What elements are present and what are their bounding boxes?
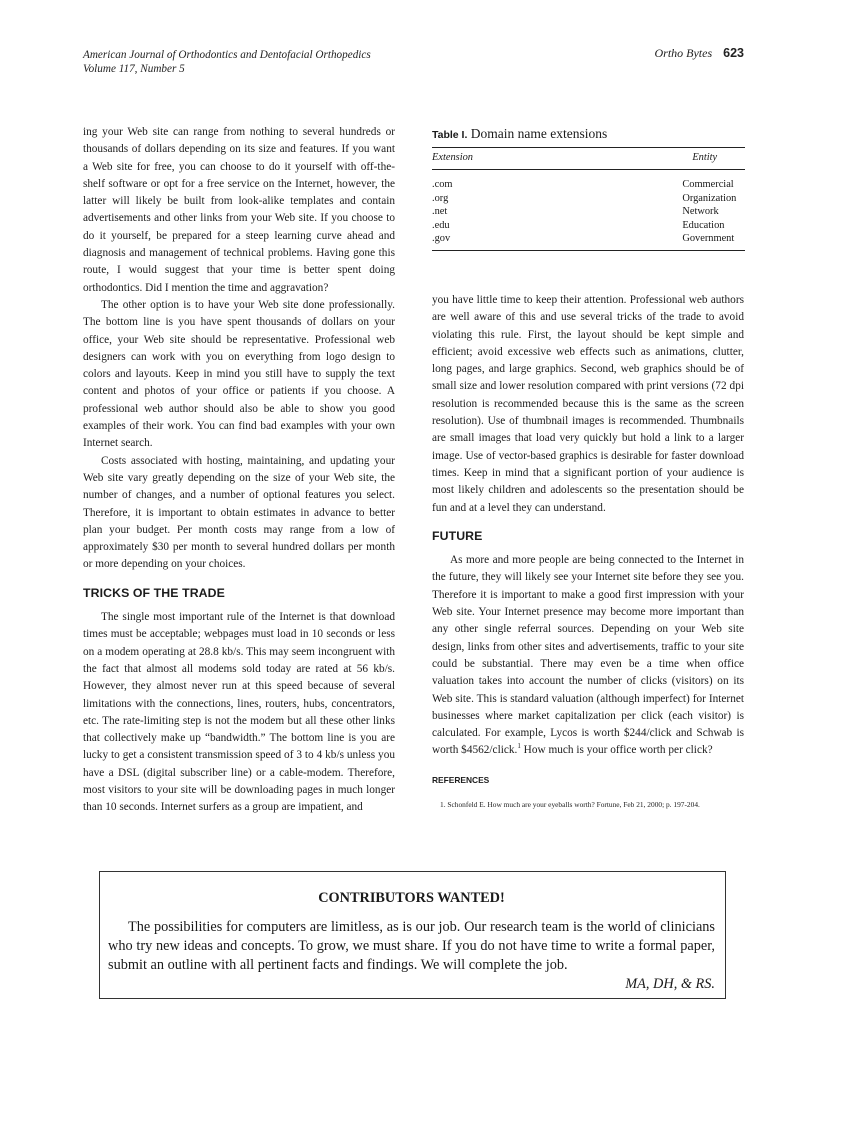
table-row	[432, 192, 745, 205]
paragraph	[432, 552, 744, 760]
table-cell: Commercial	[682, 179, 734, 191]
table-header-row	[432, 148, 745, 170]
reference-item: 1. Schonfeld E. How much are your eyeballs worth? Fortune, Feb 21, 2000; p. 197-204.	[440, 800, 700, 810]
journal-volume: Volume 117, Number 5	[83, 63, 185, 75]
table-cell: .net	[432, 206, 448, 218]
paragraph-text: How much is your office worth per click?	[520, 744, 713, 757]
running-header-journal	[83, 48, 371, 76]
section-heading-future: FUTURE	[432, 528, 483, 543]
table-cell: .org	[432, 192, 449, 204]
table-caption	[432, 126, 745, 142]
table-cell: Network	[682, 206, 719, 218]
domain-table	[432, 126, 745, 251]
table-cell: Education	[682, 219, 725, 231]
box-title: CONTRIBUTORS WANTED!	[318, 890, 505, 906]
paragraph: The other option is to have your Web site done professionally. The bottom line is you have spent thousands of dollars on your office, your Web site should be representative. Professional web designers can work with you on everything from logo design to colors and layouts. Keep in mind you still have to supply the text content and photos of your office or patients if you choose. A professional web author should also be able to show you good examples of their work. You can find bad examples with your own Internet search.	[83, 298, 395, 450]
contributors-wanted-box	[99, 871, 726, 999]
running-header-section	[654, 46, 744, 61]
table-cell: Organization	[682, 192, 737, 204]
section-name: Ortho Bytes	[654, 46, 713, 60]
citation-link[interactable]: 1	[517, 742, 521, 751]
table-row	[432, 170, 745, 192]
right-column	[432, 292, 744, 810]
table-row	[432, 219, 745, 232]
table-row	[432, 232, 745, 251]
column-header: Extension	[432, 148, 474, 170]
paragraph-text: As more and more people are being connected to the Internet in the future, they will likely see your Internet site before they see you. Therefore it is important to make a good first impression with your Web site. Your Internet presence may become more important than any other single referral sources. Depending on your Web site design, links from other sites and advertisements, traffic to your site could be substantial. There may even be a time when office valuation takes into account the number of clicks (visitors) on its Web site. This is standard valuation (although imperfect) for Internet businesses where market capitalization per click (each visitor) is calculated. For example, Lycos is worth $244/click and Schwab is worth $4562/click.	[432, 554, 744, 757]
paragraph: you have little time to keep their attention. Professional web authors are well aware of this and use several tricks of the trade to avoid violating this rule. First, the layout should be kept simple and efficient; avoid excessive web effects such as animations, clutter, long pages, and large graphics. Second, web graphics should be of small size and lower resolution compared with print versions (72 dpi resolution is recommended because this is the same as the screen resolution). Use of thumbnail images is recommended. Thumbnails are small images that load very quickly but hold a link to a larger image. Use of vector-based graphics is desirable for faster download times. Keep in mind that a significant portion of your audience is most likely children and adolescents so the presentation should be fun and at a level they can understand.	[432, 294, 744, 514]
journal-title: American Journal of Orthodontics and Dentofacial Orthopedics	[83, 49, 371, 61]
section-heading-tricks: TRICKS OF THE TRADE	[83, 585, 225, 600]
left-column	[83, 124, 395, 817]
paragraph: ing your Web site can range from nothing to several hundreds or thousands of dollars depending on its size and features. If you want a Web site for free, you can choose to do it yourself with off-the-shelf software or opt for a free service on the Internet, however, the latter will likely be built from look-alike templates and contain advertisements and other links from your Web site. If you choose to do it yourself, be prepared for a steep learning curve ahead and diagnosis and management of technical problems. Having gone this route, I would suggest that your time is better spent doing orthodontics. Did I mention the time and aggravation?	[83, 126, 395, 294]
table-label: Table I.	[432, 129, 468, 141]
box-signature: MA, DH, & RS.	[625, 976, 715, 992]
table-row	[432, 205, 745, 218]
box-text: The possibilities for computers are limitless, as is our job. Our research team is the world of clinicians who try new ideas and concepts. To grow, we must share. If you do not have time to write a formal paper, submit an outline with all pertinent facts and findings. We will complete the job.	[108, 919, 715, 973]
table-cell: Government	[474, 232, 745, 251]
references-heading: REFERENCES	[432, 774, 490, 785]
table-cell: .gov	[432, 232, 474, 251]
paragraph: Costs associated with hosting, maintaining, and updating your Web site vary greatly depending on the size of your Web site, the number of changes, and a number of optional features you select. Therefore, it is important to obtain estimates in advance to better plan your budget. Per month costs may range from a low of approximately $30 per month to several hundred dollars per month or more depending on your choices.	[83, 454, 395, 571]
column-header: Entity	[474, 148, 745, 170]
table-cell: .com	[432, 179, 453, 191]
table-title: Domain name extensions	[470, 126, 608, 141]
table-cell: .edu	[432, 219, 450, 231]
page-number: 623	[723, 46, 744, 60]
paragraph: The single most important rule of the Internet is that download times must be acceptable; webpages must load in 10 seconds or less on a modem operating at 28.8 kb/s. This may seem incongruent with the fact that almost all modems sold today are rated at 56 kb/s. However, they almost never run at this speed because of several limitations with the connections, lines, routers, hubs, concentrators, etc. The rate-limiting step is not the modem but all these other links that collectively make up “bandwidth.” The bottom line is you are lucky to get a consistent transmission speed of 3 to 4 kb/s unless you have a DSL (digital subscriber line) or a cable-modem. Therefore, most visitors to your site will be downloading pages in much longer than 10 seconds. Internet surfers as a group are impatient, and	[83, 611, 395, 814]
